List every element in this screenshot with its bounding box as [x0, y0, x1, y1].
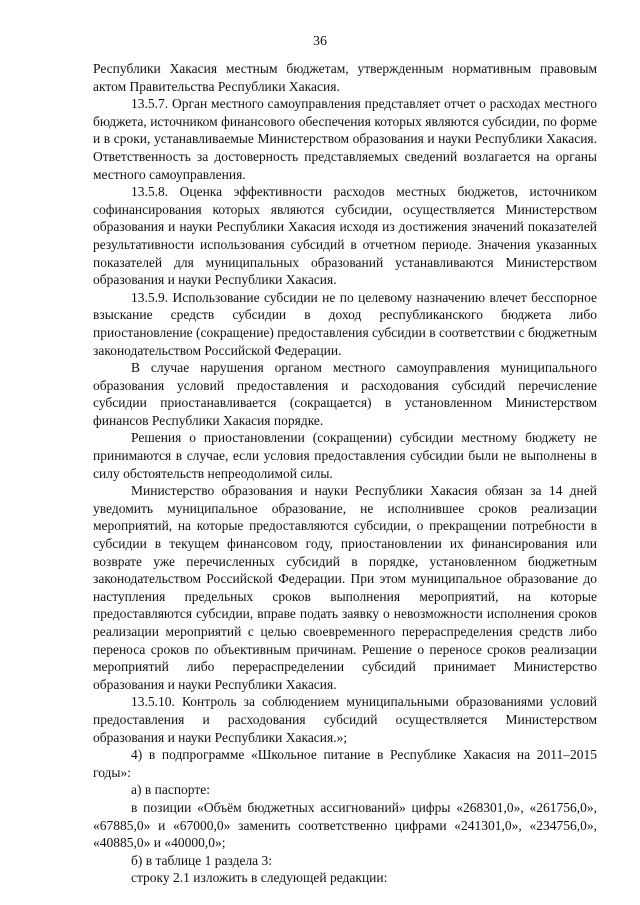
paragraph: 13.5.8. Оценка эффективности расходов местных бюджетов, источником софинансирования которых являются субсидии, осуществляется Министерством образования и науки Республики Хакасия исходя из достижения значений показателей результативности использования субсидий в отчетном периоде. Значения указанных показателей для муниципальных образований устанавливаются Министерством образования и науки Республики Хакасия. [93, 184, 597, 288]
paragraph: 4) в подпрограмме «Школьное питание в Республике Хакасия на 2011–2015 годы»: [93, 747, 597, 780]
paragraph: Министерство образования и науки Республики Хакасия обязан за 14 дней уведомить муниципальное образование, не исполнившее сроков реализации мероприятий, на которые предоставляются субсидии, о прекращении потребности в субсидии в текущем финансовом году, приостановлении их финансирования или возврате уже перечисленных субсидий в порядке, установленном бюджетным законодательством Российской Федерации. При этом муниципальное образование до наступления предельных сроков выполнения мероприятий, на которые предоставляются субсидии, вправе подать заявку о невозможности исполнения сроков реализации мероприятий с целью своевременного перераспределения средств либо переноса сроков по объективным причинам. Решение о переносе сроков реализации мероприятий либо перераспределении субсидий принимает Министерство образования и науки Республики Хакасия. [93, 483, 597, 692]
paragraph: 13.5.10. Контроль за соблюдением муниципальными образованиями условий предоставления и расходования субсидий осуществляется Министерством образования и науки Республики Хакасия.»; [93, 694, 597, 745]
paragraph: 13.5.7. Орган местного самоуправления представляет отчет о расходах местного бюджета, источником финансового обеспечения которых являются субсидии, по форме и в сроки, устанавливаемые Министерством образования и науки Республики Хакасия. Ответственность за достоверность представляемых сведений возлагается на органы местного самоуправления. [93, 96, 597, 182]
paragraph: 13.5.9. Использование субсидии не по целевому назначению влечет бесспорное взыскание средств субсидии в доход республиканского бюджета либо приостановление (сокращение) предоставления субсидии в соответствии с бюджетным законодательством Российской Федерации. [93, 289, 597, 358]
paragraph: б) в таблице 1 раздела 3: [131, 852, 273, 868]
paragraph: в позиции «Объём бюджетных ассигнований» цифры «268301,0», «261756,0», «67885,0» и «67000,0» заменить соответственно цифрами «241301,0», «234756,0», «40885,0» и «40000,0»; [93, 799, 597, 851]
paragraph: строку 2.1 изложить в следующей редакции: [131, 870, 388, 886]
paragraph: а) в паспорте: [131, 782, 211, 798]
paragraph: В случае нарушения органом местного самоуправления муниципального образования условий предоставления и расходования субсидий перечисление субсидии приостанавливается (сокращается) в установленном Министерством финансов Республики Хакасия порядке. [93, 360, 597, 428]
paragraph: Решения о приостановлении (сокращении) субсидии местному бюджету не принимаются в случае, если условия предоставления субсидии были не выполнены в силу обстоятельств непреодолимой силы. [93, 430, 597, 481]
page-number: 36 [313, 34, 327, 49]
document-body [93, 60, 597, 887]
paragraph: Республики Хакасия местным бюджетам, утвержденным нормативным правовым актом Правительства Республики Хакасия. [93, 61, 597, 94]
